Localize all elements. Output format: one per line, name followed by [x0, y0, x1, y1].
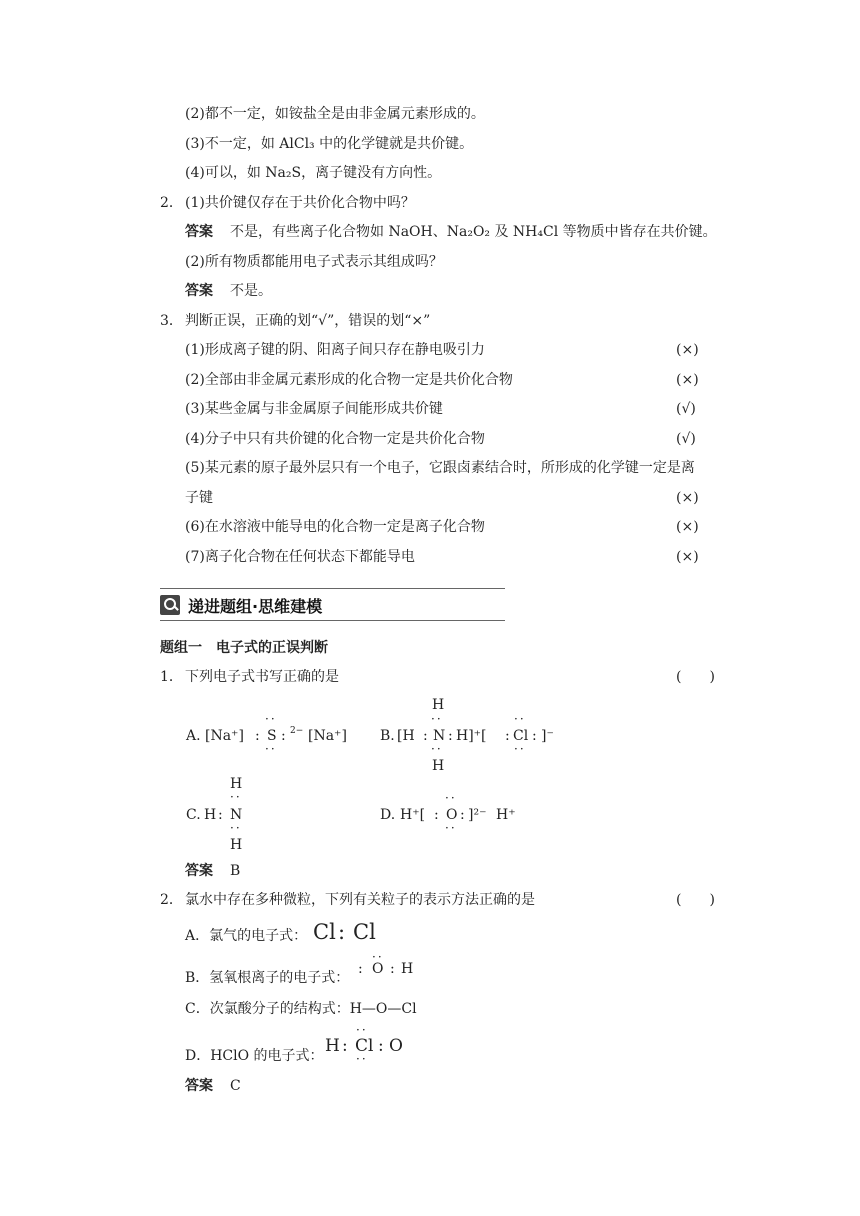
formula-part: ]⁻ [541, 728, 554, 744]
judgement-mark: (×) [676, 519, 699, 535]
hydrogen-bottom: H [230, 837, 243, 853]
formula-colon: : [358, 961, 363, 977]
answer-label: 答案 [185, 283, 213, 299]
electron-dots: ·· [265, 712, 277, 726]
magnifier-icon [160, 595, 180, 615]
atom-symbol: O [446, 807, 458, 823]
formula-colon: : [460, 807, 465, 823]
electron-dots: ·· [445, 791, 457, 805]
answer-text: 不是，有些离子化合物如 NaOH、Na₂O₂ 及 NH₄Cl 等物质中皆存在共价键。 [230, 224, 717, 240]
formula-colon: : [255, 728, 260, 744]
electron-dots: ·· [230, 821, 242, 835]
atom-symbol: N [433, 728, 446, 744]
question-number: 2． [160, 892, 183, 908]
judgement-item: 子键 [185, 490, 213, 506]
formula-part: H [401, 961, 414, 977]
formula-part: Cl [313, 920, 336, 944]
option-d-text: D．HClO 的电子式： [185, 1048, 324, 1064]
formula-part: H⁺[ [400, 807, 426, 823]
answer-paren: ( ) [676, 892, 715, 908]
electron-dots: ·· [356, 1023, 368, 1037]
hydrogen-top: H [432, 697, 445, 713]
electron-dots: ·· [230, 790, 242, 804]
judgement-mark: (×) [676, 490, 699, 506]
formula-colon: : [338, 920, 346, 944]
option-label: B. [380, 728, 395, 744]
atom-symbol: Cl [513, 728, 529, 744]
section-title: 递进题组·思维建模 [188, 596, 323, 616]
atom-symbol: S [267, 728, 277, 744]
question-stem: (2)所有物质都能用电子式表示其组成吗？ [185, 254, 443, 270]
section-bottom-rule [160, 620, 505, 621]
formula-part: [Na⁺] [308, 728, 347, 744]
formula-colon: : [423, 728, 428, 744]
answer-label: 答案 [185, 863, 213, 879]
judgement-mark: (√) [676, 401, 696, 417]
question-number: 1． [160, 669, 183, 685]
answer-text: 不是。 [230, 283, 272, 299]
judgement-item: (5)某元素的原子最外层只有一个电子，它跟卤素结合时，所形成的化学键一定是离 [185, 460, 695, 476]
question-number: 3． [160, 313, 183, 329]
hydrogen-bottom: H [432, 758, 445, 774]
electron-dots: ·· [431, 712, 443, 726]
hydrogen-top: H [230, 776, 243, 792]
section-top-rule [160, 588, 505, 589]
question-stem: 下列电子式书写正确的是 [185, 669, 339, 685]
question-stem: (1)共价键仅存在于共价化合物中吗？ [185, 195, 415, 211]
formula-colon: : [434, 807, 439, 823]
option-b-text: B．氢氧根离子的电子式： [185, 970, 350, 986]
electron-dots: ·· [431, 742, 443, 756]
electron-dots: ·· [445, 821, 457, 835]
question-stem: 氯水中存在多种微粒，下列有关粒子的表示方法正确的是 [185, 892, 535, 908]
formula-colon: : [378, 1036, 384, 1056]
formula-part: [H [397, 728, 415, 744]
formula-colon: : [448, 728, 453, 744]
answer-paren: ( ) [676, 669, 715, 685]
answer-text: C [230, 1078, 241, 1094]
judgement-item: (2)全部由非金属元素形成的化合物一定是共价化合物 [185, 372, 513, 388]
formula-part: H [204, 807, 217, 823]
question-stem: 判断正误，正确的划“√”，错误的划“×” [185, 313, 431, 329]
group-title: 题组一 电子式的正误判断 [160, 640, 328, 656]
formula-part: Cl [353, 920, 376, 944]
option-c-text: C．次氯酸分子的结构式：H—O—Cl [185, 1001, 417, 1017]
atom-symbol: Cl [355, 1036, 374, 1056]
charge-superscript: 2− [290, 726, 304, 736]
option-label: C. [186, 807, 201, 823]
formula-colon: : [218, 807, 223, 823]
formula-part: H [325, 1036, 340, 1056]
atom-symbol: O [372, 961, 384, 977]
judgement-mark: (×) [676, 342, 699, 358]
judgement-item: (3)某些金属与非金属原子间能形成共价键 [185, 401, 443, 417]
question-number: 2． [160, 195, 183, 211]
formula-part: H⁺ [496, 807, 516, 823]
electron-dots: ·· [265, 742, 277, 756]
judgement-item: (6)在水溶液中能导电的化合物一定是离子化合物 [185, 519, 485, 535]
answer-line-3: (3)不一定，如 AlCl₃ 中的化学键就是共价键。 [185, 136, 474, 152]
formula-part: ]²⁻ [468, 807, 487, 823]
option-a-text: A．氯气的电子式： [185, 928, 308, 944]
electron-dots: ·· [514, 742, 526, 756]
option-label: A. [186, 728, 201, 744]
answer-label: 答案 [185, 1078, 213, 1094]
judgement-mark: (√) [676, 431, 696, 447]
formula-part: H]⁺[ [456, 728, 487, 744]
formula-part: [Na⁺] [205, 728, 244, 744]
formula-part: O [389, 1036, 403, 1056]
judgement-mark: (×) [676, 372, 699, 388]
electron-dots: ·· [514, 712, 526, 726]
judgement-item: (1)形成离子键的阴、阳离子间只存在静电吸引力 [185, 342, 485, 358]
judgement-item: (7)离子化合物在任何状态下都能导电 [185, 549, 415, 565]
section-header [160, 592, 322, 618]
electron-dots: ·· [372, 950, 384, 964]
electron-dots: ·· [356, 1052, 368, 1066]
option-label: D. [380, 807, 396, 823]
formula-colon: : [390, 961, 395, 977]
answer-line-2: (2)都不一定，如铵盐全是由非金属元素形成的。 [185, 106, 485, 122]
formula-colon: : [281, 728, 286, 744]
judgement-item: (4)分子中只有共价键的化合物一定是共价化合物 [185, 431, 485, 447]
formula-colon: : [505, 728, 510, 744]
formula-colon: : [532, 728, 537, 744]
formula-colon: : [342, 1036, 348, 1056]
answer-label: 答案 [185, 224, 213, 240]
answer-line-4: (4)可以，如 Na₂S，离子键没有方向性。 [185, 165, 442, 181]
answer-text: B [230, 863, 241, 879]
atom-symbol: N [230, 807, 243, 823]
judgement-mark: (×) [676, 549, 699, 565]
